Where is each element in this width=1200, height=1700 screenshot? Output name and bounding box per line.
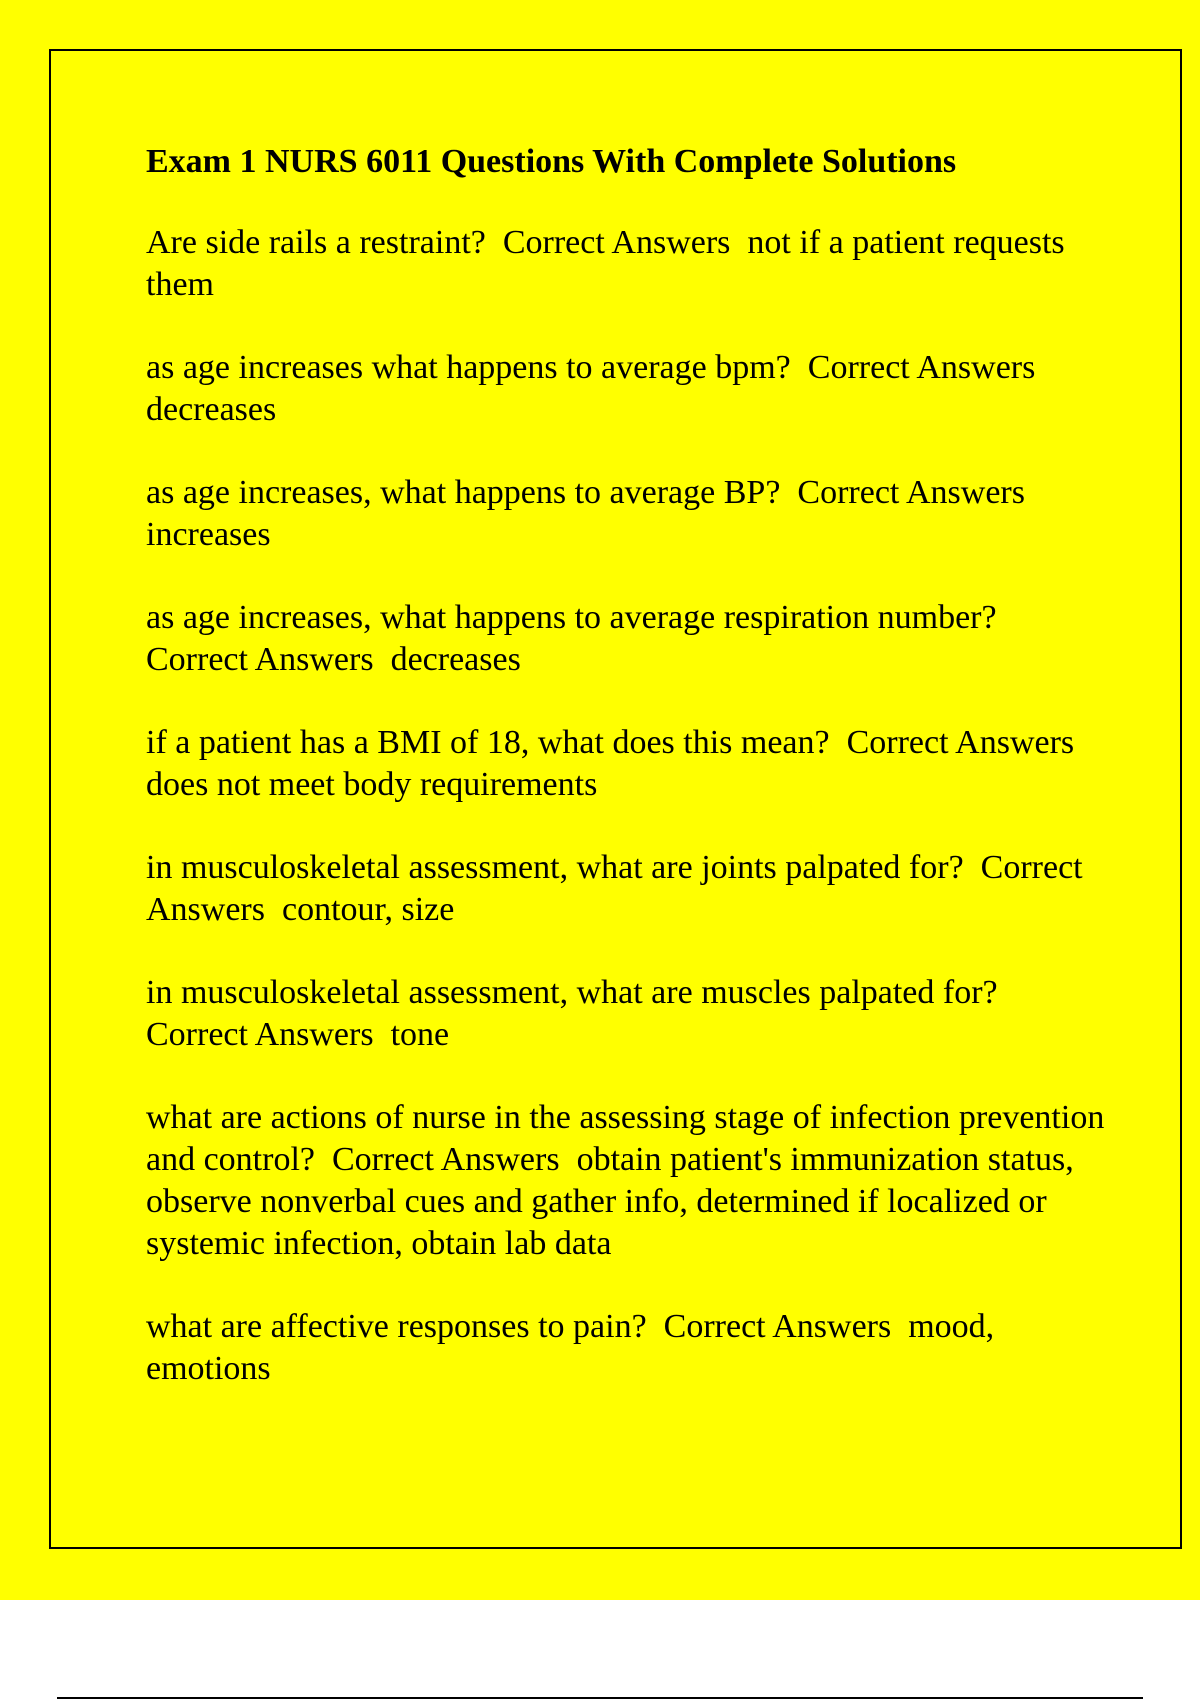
- answer-text: mood, emotions: [146, 1308, 1003, 1387]
- document-content: [146, 140, 1113, 1431]
- answer-text: does not meet body requirements: [146, 766, 598, 803]
- answer-text: tone: [390, 1016, 450, 1053]
- answer-text: decreases: [390, 641, 521, 678]
- answer-text: not if a patient requests them: [146, 224, 1074, 303]
- answer-text: obtain patient's immunization status, observe nonverbal cues and gather info, determined if localized or systemic infection, obtain lab data: [146, 1141, 1083, 1262]
- qa-item: [146, 722, 1106, 806]
- answer-label: Correct Answers: [797, 474, 1025, 511]
- question-text: as age increases, what happens to average respiration number?: [146, 599, 997, 636]
- answer-label: Correct Answers: [846, 724, 1075, 761]
- question-text: what are affective responses to pain?: [146, 1308, 647, 1345]
- question-text: what are actions of nurse in the assessing stage of infection prevention and control?: [146, 1099, 1113, 1178]
- qa-item: [146, 597, 1106, 681]
- document-title: Exam 1 NURS 6011 Questions With Complete Solutions: [146, 143, 957, 180]
- answer-label: Correct Answers: [502, 224, 731, 261]
- question-text: if a patient has a BMI of 18, what does this mean?: [146, 724, 830, 761]
- qa-item: [146, 472, 1106, 556]
- qa-item: [146, 1097, 1113, 1265]
- answer-label: Correct Answers: [146, 1016, 374, 1053]
- answer-label: Correct Answers: [146, 641, 374, 678]
- question-text: in musculoskeletal assessment, what are joints palpated for?: [146, 849, 964, 886]
- qa-item: [146, 847, 1106, 931]
- answer-label: Correct Answers: [807, 349, 1036, 386]
- qa-item: [146, 347, 1106, 431]
- qa-item: [146, 972, 1106, 1056]
- question-text: as age increases, what happens to average BP?: [146, 474, 781, 511]
- qa-item: [146, 222, 1106, 306]
- question-text: Are side rails a restraint?: [146, 224, 486, 261]
- footer-rule: [57, 1697, 1143, 1699]
- question-text: as age increases what happens to average bpm?: [146, 349, 791, 386]
- question-text: in musculoskeletal assessment, what are muscles palpated for?: [146, 974, 998, 1011]
- answer-text: decreases: [146, 391, 277, 428]
- answer-label: Correct Answers: [146, 849, 1090, 928]
- answer-label: Correct Answers: [332, 1141, 560, 1178]
- answer-text: increases: [146, 516, 271, 553]
- answer-text: contour, size: [281, 891, 455, 928]
- answer-label: Correct Answers: [663, 1308, 892, 1345]
- qa-item: [146, 1306, 1106, 1390]
